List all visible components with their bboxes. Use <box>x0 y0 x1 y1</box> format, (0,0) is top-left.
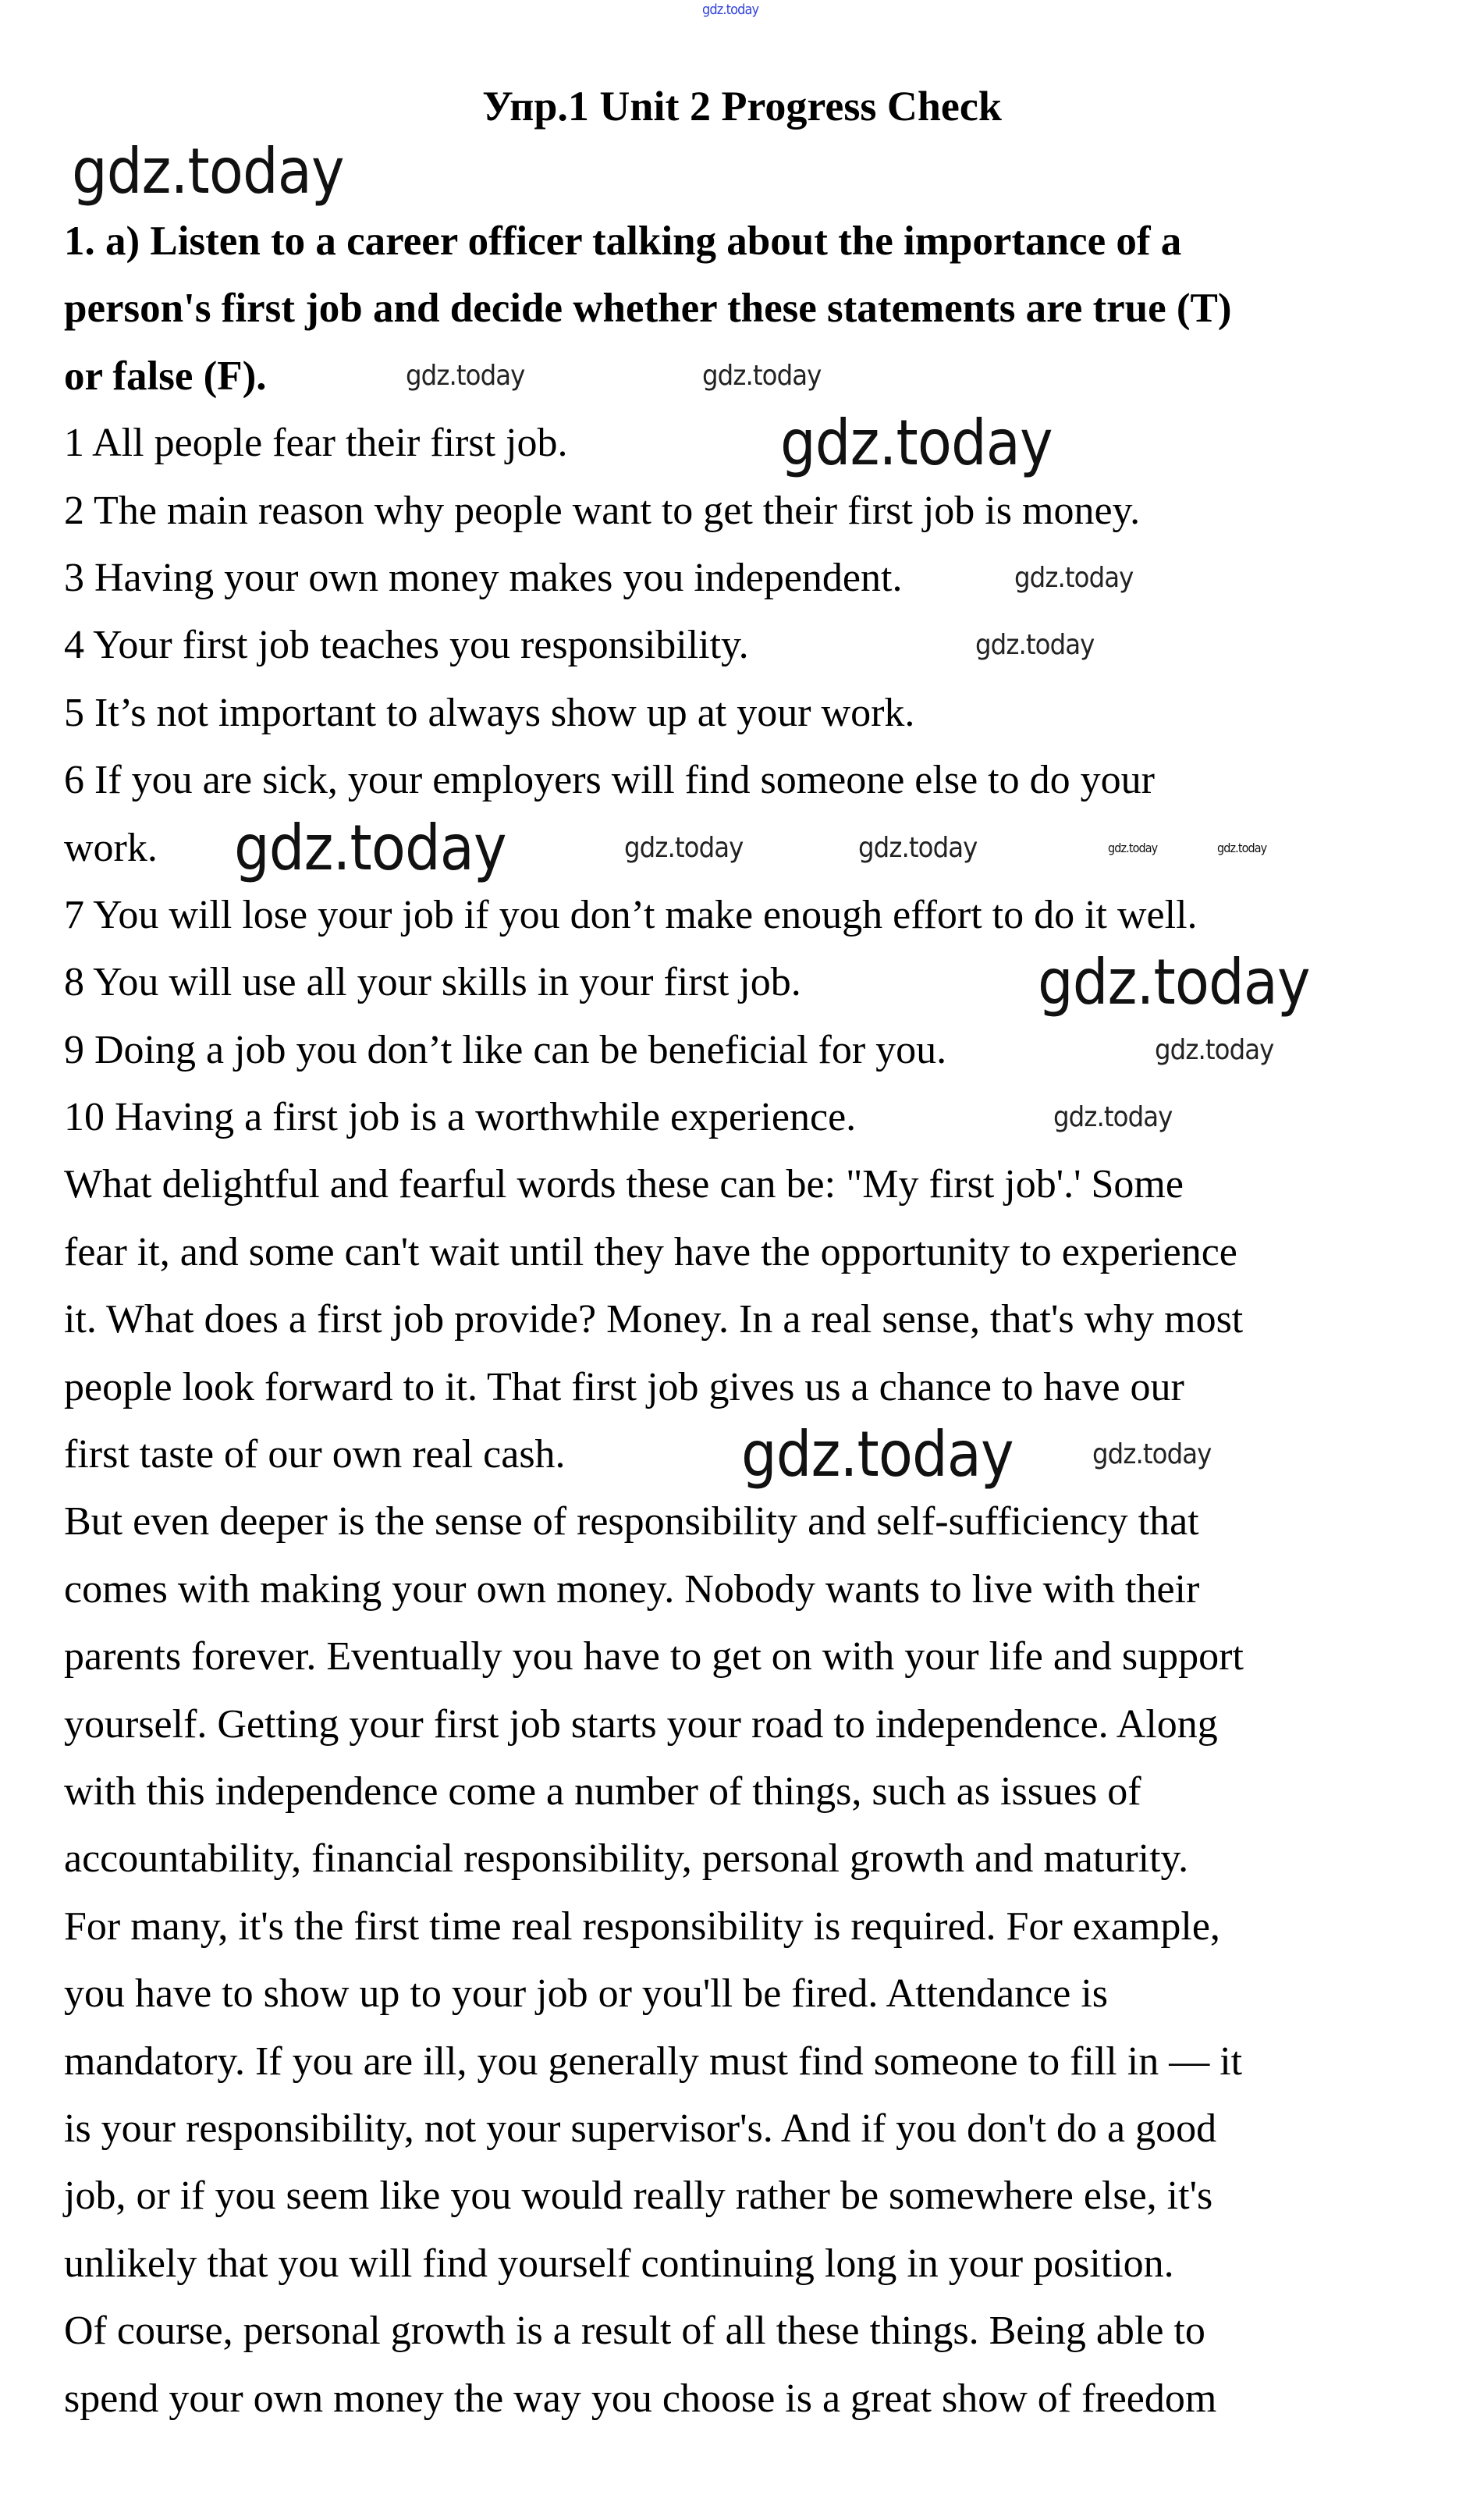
watermark: gdz.today <box>702 360 822 392</box>
page-title: Упр.1 Unit 2 Progress Check <box>482 83 1002 130</box>
watermark: gdz.today <box>741 1418 1014 1491</box>
text-line: comes with making your own money. Nobody wants to live with their <box>64 1566 1200 1612</box>
text-line: mandatory. If you are ill, you generally must find someone to fill in — it <box>64 2038 1243 2084</box>
text-line: spend your own money the way you choose is a great show of freedom <box>64 2376 1217 2421</box>
text-line: 1 All people fear their first job. <box>64 421 568 466</box>
text-line: accountability, financial responsibility, personal growth and maturity. <box>64 1836 1189 1882</box>
task-heading-line: or false (F). <box>64 353 267 399</box>
text-line: job, or if you seem like you would really rather be somewhere else, it's <box>64 2174 1213 2219</box>
document-body <box>64 208 1244 2433</box>
watermark: gdz.today <box>1014 562 1134 594</box>
text-line: 4 Your first job teaches you responsibility. <box>64 623 749 668</box>
text-line: 5 It’s not important to always show up at your work. <box>64 690 915 735</box>
watermark: gdz.today <box>1038 946 1310 1018</box>
watermark: gdz.today <box>858 832 978 864</box>
text-line: fear it, and some can't wait until they have the opportunity to experience <box>64 1229 1237 1274</box>
text-line: is your responsibility, not your supervisor's. And if you don't do a good <box>64 2106 1217 2151</box>
watermark: gdz.today <box>624 832 744 864</box>
text-line: 8 You will use all your skills in your first job. <box>64 960 801 1005</box>
watermark: gdz.today <box>234 812 506 884</box>
text-line: it. What does a first job provide? Money. In a real sense, that's why most <box>64 1297 1244 1342</box>
watermark: gdz.today <box>1108 841 1158 855</box>
text-line: 6 If you are sick, your employers will find someone else to do your <box>64 758 1155 803</box>
text-line: For many, it's the first time real responsibility is required. For example, <box>64 1903 1220 1949</box>
text-line: work. <box>64 825 158 870</box>
text-line: parents forever. Eventually you have to get on with your life and support <box>64 1634 1244 1679</box>
text-line: with this independence come a number of things, such as issues of <box>64 1768 1141 1814</box>
watermark: gdz.today <box>780 407 1053 479</box>
watermark: gdz.today <box>72 135 344 208</box>
watermark: gdz.today <box>1053 1101 1173 1133</box>
text-line: unlikely that you will find yourself continuing long in your position. <box>64 2241 1174 2286</box>
text-line: 3 Having your own money makes you independent. <box>64 555 903 600</box>
watermark: gdz.today <box>406 360 525 392</box>
watermark: gdz.today <box>975 629 1095 661</box>
text-line: 2 The main reason why people want to get their first job is money. <box>64 488 1141 533</box>
task-heading-line: person's first job and decide whether these statements are true (T) <box>64 286 1232 332</box>
text-line: 9 Doing a job you don’t like can be beneficial for you. <box>64 1027 947 1072</box>
text-line: But even deeper is the sense of responsibility and self-sufficiency that <box>64 1499 1199 1544</box>
text-line: 7 You will lose your job if you don’t make enough effort to do it well. <box>64 892 1198 937</box>
text-line: you have to show up to your job or you'll be fired. Attendance is <box>64 1971 1109 2017</box>
text-line: What delightful and fearful words these can be: "My first job'.' Some <box>64 1162 1184 1207</box>
text-line: Of course, personal growth is a result of all these things. Being able to <box>64 2309 1205 2354</box>
text-line: yourself. Getting your first job starts your road to independence. Along <box>64 1701 1218 1747</box>
text-line: people look forward to it. That first job gives us a chance to have our <box>64 1364 1184 1409</box>
task-heading-line: 1. a) Listen to a career officer talking about the importance of a <box>64 219 1182 264</box>
watermark: gdz.today <box>702 2 759 18</box>
watermark: gdz.today <box>1155 1034 1274 1066</box>
watermark: gdz.today <box>1092 1438 1212 1470</box>
text-line: 10 Having a first job is a worthwhile experience. <box>64 1095 857 1140</box>
text-line: first taste of our own real cash. <box>64 1432 566 1477</box>
watermark: gdz.today <box>1217 841 1267 855</box>
